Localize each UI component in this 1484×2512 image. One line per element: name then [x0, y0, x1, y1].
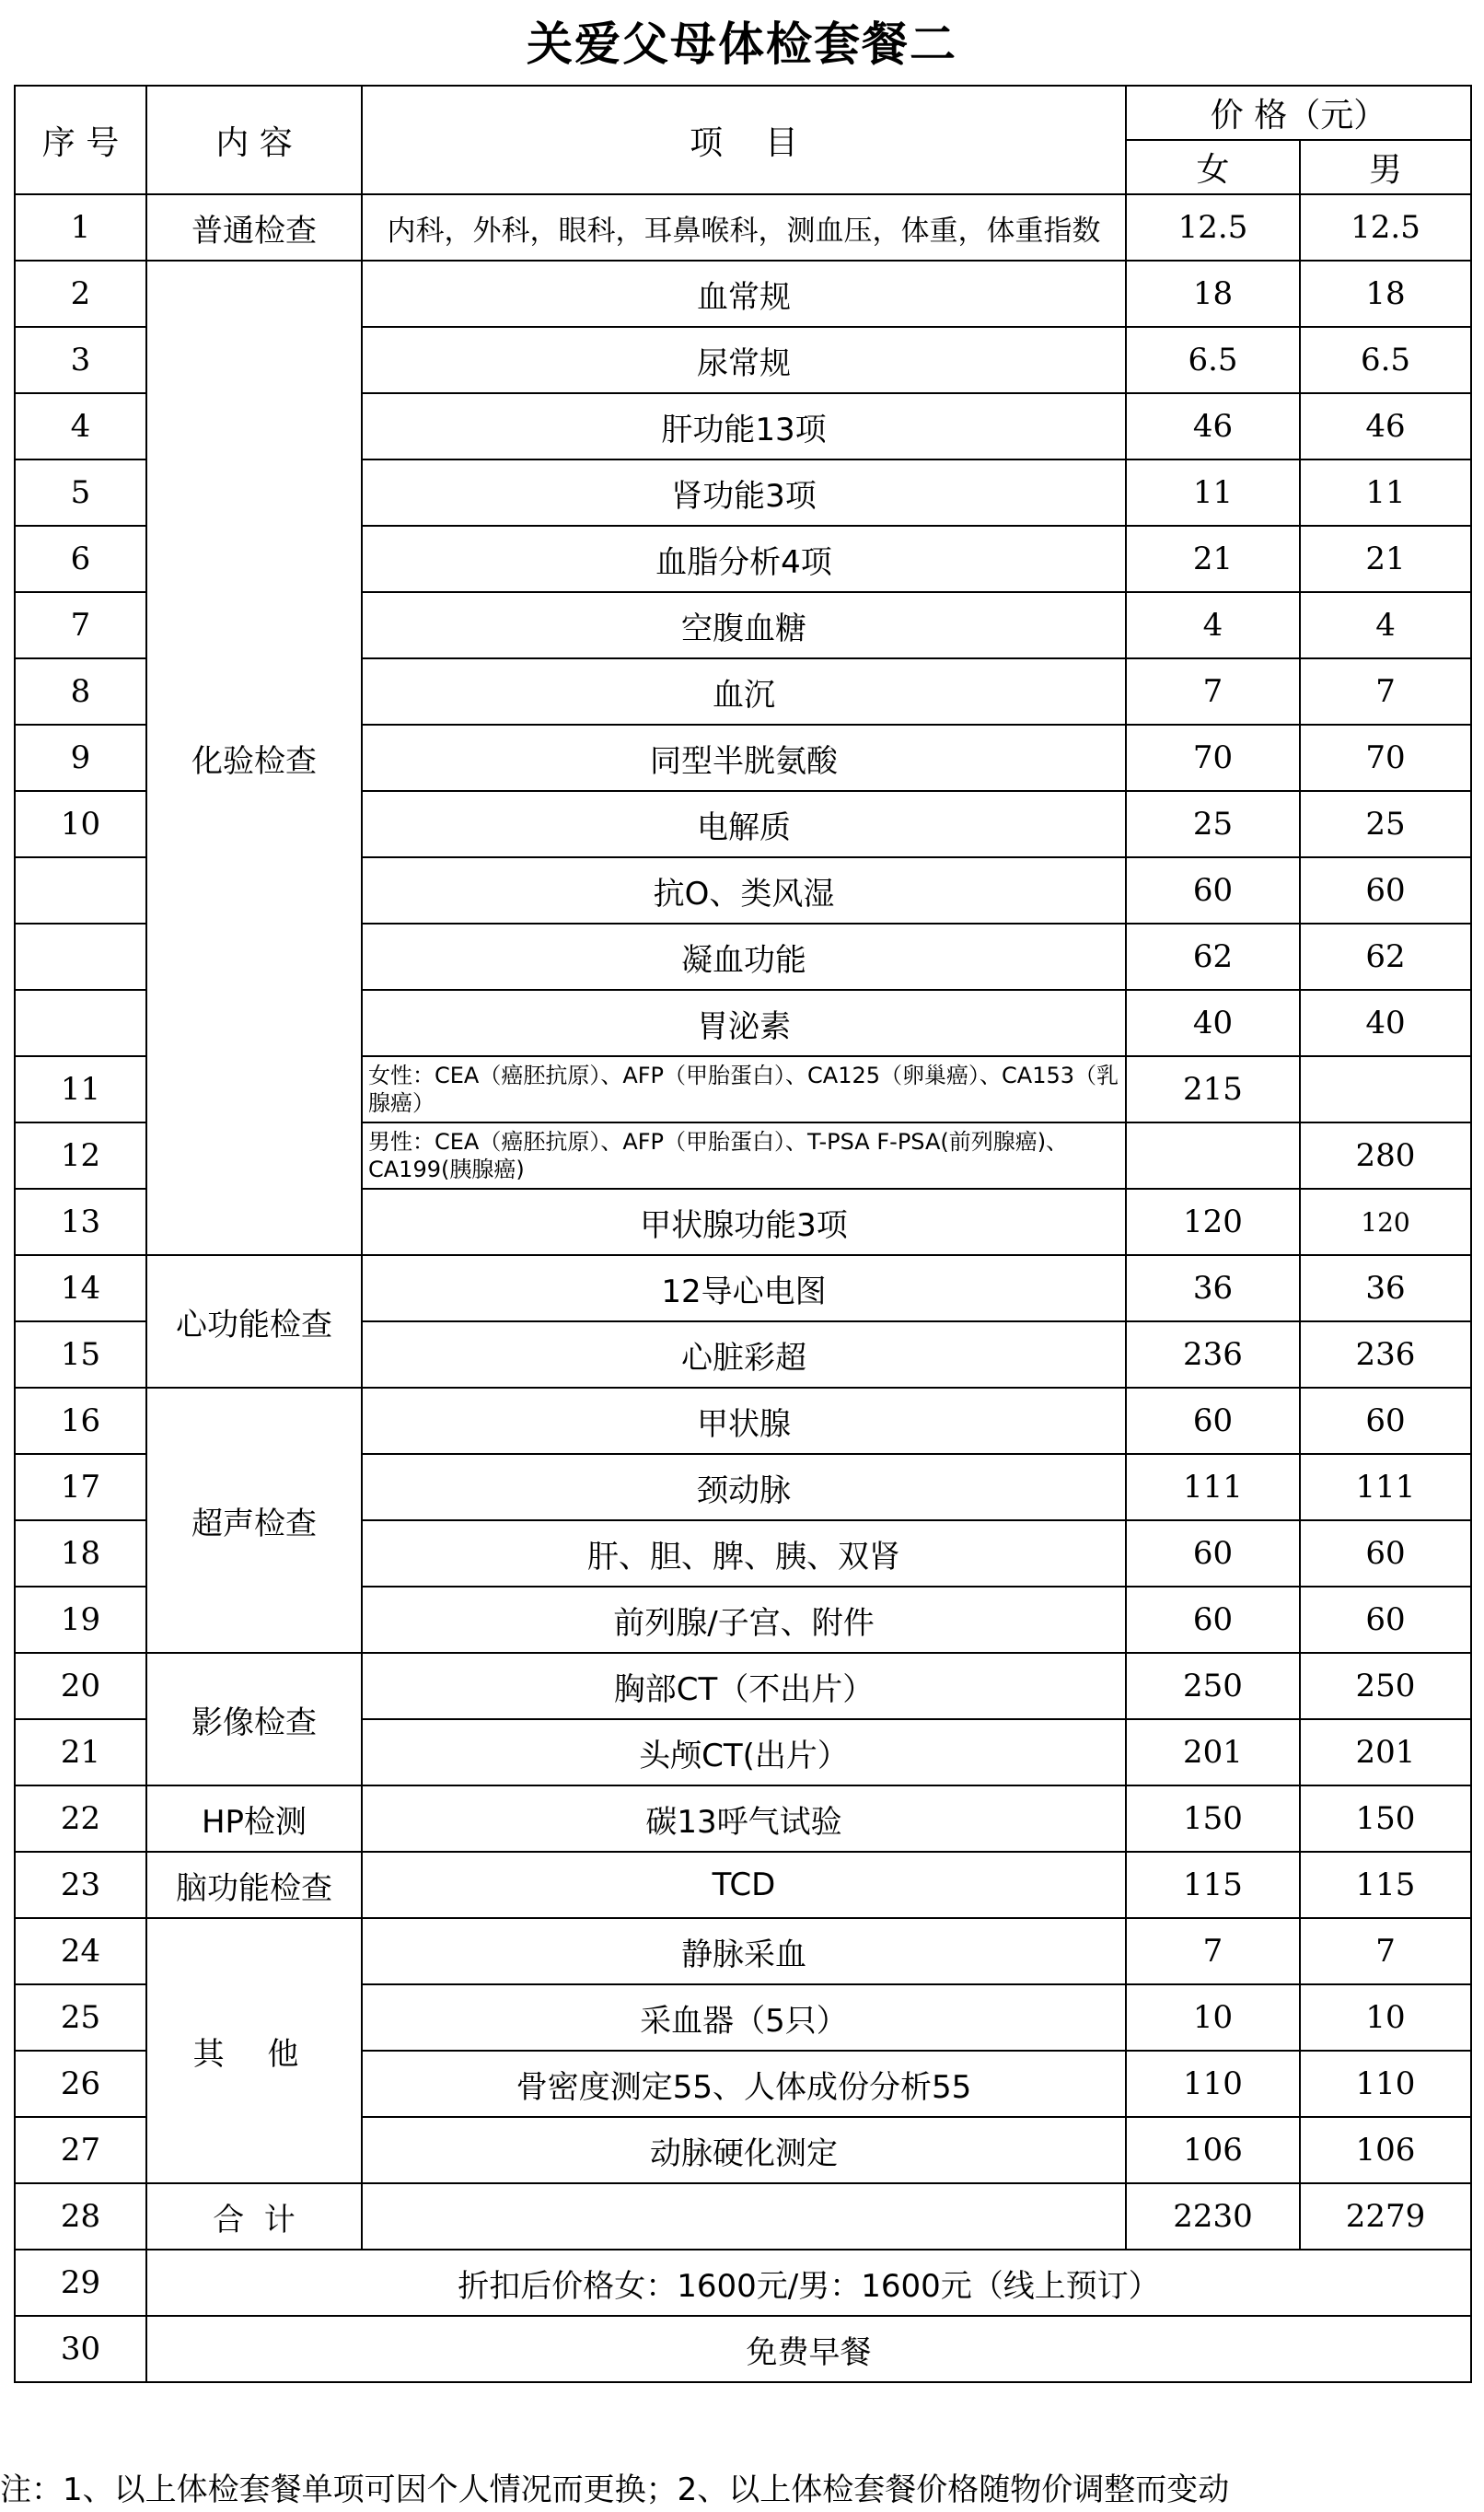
- category-cardiac: 心功能检查: [146, 1255, 362, 1388]
- category-total: 合 计: [146, 2183, 362, 2250]
- row-item: 尿常规: [362, 327, 1126, 393]
- row-price-male: 120: [1300, 1189, 1471, 1255]
- header-male: 男: [1300, 140, 1471, 194]
- row-price-female: [1126, 1122, 1300, 1189]
- row-price-female: 6.5: [1126, 327, 1300, 393]
- row-seq: 24: [15, 1918, 146, 1984]
- row-item: 电解质: [362, 791, 1126, 857]
- row-item: 血沉: [362, 658, 1126, 725]
- row-seq: 17: [15, 1454, 146, 1520]
- row-price-male: 115: [1300, 1852, 1471, 1918]
- total-price-female: 2230: [1126, 2183, 1300, 2250]
- row-item: 胃泌素: [362, 990, 1126, 1056]
- row-item: 静脉采血: [362, 1918, 1126, 1984]
- row-item: 血常规: [362, 261, 1126, 327]
- row-seq: [15, 857, 146, 924]
- category-lab: 化验检查: [146, 261, 362, 1255]
- row-price-male: 150: [1300, 1785, 1471, 1852]
- row-item: 空腹血糖: [362, 592, 1126, 658]
- row-price-male: 60: [1300, 1587, 1471, 1653]
- row-seq: 4: [15, 393, 146, 459]
- table-row: [15, 261, 1471, 327]
- row-price-female: 120: [1126, 1189, 1300, 1255]
- row-seq: 9: [15, 725, 146, 791]
- row-item: 骨密度测定55、人体成份分析55: [362, 2051, 1126, 2117]
- row-price-male: 70: [1300, 725, 1471, 791]
- row-price-female: 60: [1126, 1520, 1300, 1587]
- row-price-male: 36: [1300, 1255, 1471, 1321]
- row-price-male: 110: [1300, 2051, 1471, 2117]
- row-price-male: 12.5: [1300, 194, 1471, 261]
- row-price-female: 150: [1126, 1785, 1300, 1852]
- row-seq: 18: [15, 1520, 146, 1587]
- row-price-female: 7: [1126, 1918, 1300, 1984]
- row-price-female: 60: [1126, 1388, 1300, 1454]
- row-price-male: 236: [1300, 1321, 1471, 1388]
- row-price-female: 201: [1126, 1719, 1300, 1785]
- row-price-male: 62: [1300, 924, 1471, 990]
- row-seq: 19: [15, 1587, 146, 1653]
- row-price-male: 250: [1300, 1653, 1471, 1719]
- row-price-male: 60: [1300, 1520, 1471, 1587]
- row-price-female: 62: [1126, 924, 1300, 990]
- row-seq: 21: [15, 1719, 146, 1785]
- row-price-male: 4: [1300, 592, 1471, 658]
- row-item: 血脂分析4项: [362, 526, 1126, 592]
- row-price-female: 250: [1126, 1653, 1300, 1719]
- row-price-male: 46: [1300, 393, 1471, 459]
- row-price-female: 110: [1126, 2051, 1300, 2117]
- row-seq: 10: [15, 791, 146, 857]
- row-seq: 5: [15, 459, 146, 526]
- row-price-female: 70: [1126, 725, 1300, 791]
- row-item: TCD: [362, 1852, 1126, 1918]
- checkup-price-table: [14, 85, 1472, 2383]
- row-seq: [15, 924, 146, 990]
- table-row: [15, 1852, 1471, 1918]
- table-row: [15, 194, 1471, 261]
- row-price-female: 106: [1126, 2117, 1300, 2183]
- row-price-male: 25: [1300, 791, 1471, 857]
- row-seq: 16: [15, 1388, 146, 1454]
- row-price-male: 280: [1300, 1122, 1471, 1189]
- row-item: 抗O、类风湿: [362, 857, 1126, 924]
- row-seq: 12: [15, 1122, 146, 1189]
- row-seq: 1: [15, 194, 146, 261]
- row-price-female: 12.5: [1126, 194, 1300, 261]
- row-seq: 22: [15, 1785, 146, 1852]
- row-item: 肾功能3项: [362, 459, 1126, 526]
- discount-row: [15, 2250, 1471, 2316]
- row-seq: 14: [15, 1255, 146, 1321]
- row-price-female: 11: [1126, 459, 1300, 526]
- category-ultrasound: 超声检查: [146, 1388, 362, 1653]
- category-other: 其 他: [146, 1918, 362, 2183]
- row-price-male: 10: [1300, 1984, 1471, 2051]
- row-price-male: 18: [1300, 261, 1471, 327]
- table-row: [15, 1255, 1471, 1321]
- category-brain: 脑功能检查: [146, 1852, 362, 1918]
- row-item: 女性：CEA（癌胚抗原）、AFP（甲胎蛋白）、CA125（卵巢癌）、CA153（乳腺癌）: [362, 1056, 1126, 1122]
- row-price-female: 10: [1126, 1984, 1300, 2051]
- row-price-male: 60: [1300, 1388, 1471, 1454]
- row-item: 颈动脉: [362, 1454, 1126, 1520]
- row-price-female: 115: [1126, 1852, 1300, 1918]
- row-seq: 8: [15, 658, 146, 725]
- table-row: [15, 1785, 1471, 1852]
- row-item: 凝血功能: [362, 924, 1126, 990]
- row-price-male: 7: [1300, 1918, 1471, 1984]
- table-row: [15, 1918, 1471, 1984]
- row-seq: 28: [15, 2183, 146, 2250]
- table-row: [15, 1653, 1471, 1719]
- row-price-female: 111: [1126, 1454, 1300, 1520]
- row-price-male: 7: [1300, 658, 1471, 725]
- header-price: 价 格（元）: [1126, 86, 1471, 140]
- row-seq: 11: [15, 1056, 146, 1122]
- row-price-male: [1300, 1056, 1471, 1122]
- footnote: 注：1、以上体检套餐单项可因个人情况而更换；2、以上体检套餐价格随物价调整而变动: [0, 2471, 1230, 2508]
- row-price-female: 36: [1126, 1255, 1300, 1321]
- row-price-female: 60: [1126, 1587, 1300, 1653]
- row-price-male: 6.5: [1300, 327, 1471, 393]
- row-item: 动脉硬化测定: [362, 2117, 1126, 2183]
- table-header-row: [15, 86, 1471, 140]
- total-row: [15, 2183, 1471, 2250]
- row-item: 肝、胆、脾、胰、双肾: [362, 1520, 1126, 1587]
- category-imaging: 影像检查: [146, 1653, 362, 1785]
- row-price-male: 106: [1300, 2117, 1471, 2183]
- row-seq: [15, 990, 146, 1056]
- row-seq: 25: [15, 1984, 146, 2051]
- row-item: 甲状腺: [362, 1388, 1126, 1454]
- row-price-male: 11: [1300, 459, 1471, 526]
- row-seq: 26: [15, 2051, 146, 2117]
- row-item: 胸部CT（不出片）: [362, 1653, 1126, 1719]
- row-price-female: 21: [1126, 526, 1300, 592]
- row-item: [362, 2183, 1126, 2250]
- table-row: [15, 1388, 1471, 1454]
- row-seq: 3: [15, 327, 146, 393]
- row-seq: 13: [15, 1189, 146, 1255]
- category-general: 普通检查: [146, 194, 362, 261]
- row-seq: 23: [15, 1852, 146, 1918]
- row-item: 12导心电图: [362, 1255, 1126, 1321]
- row-seq: 20: [15, 1653, 146, 1719]
- row-item: 男性：CEA（癌胚抗原）、AFP（甲胎蛋白）、T-PSA F-PSA(前列腺癌)、CA199(胰腺癌): [362, 1122, 1126, 1189]
- row-item: 心脏彩超: [362, 1321, 1126, 1388]
- row-item: 同型半胱氨酸: [362, 725, 1126, 791]
- row-price-female: 18: [1126, 261, 1300, 327]
- row-price-male: 111: [1300, 1454, 1471, 1520]
- row-seq: 15: [15, 1321, 146, 1388]
- header-content: 内 容: [146, 86, 362, 194]
- row-seq: 30: [15, 2316, 146, 2382]
- total-price-male: 2279: [1300, 2183, 1471, 2250]
- header-female: 女: [1126, 140, 1300, 194]
- row-item: 甲状腺功能3项: [362, 1189, 1126, 1255]
- row-item: 肝功能13项: [362, 393, 1126, 459]
- row-price-female: 40: [1126, 990, 1300, 1056]
- row-price-female: 236: [1126, 1321, 1300, 1388]
- row-item: 头颅CT(出片）: [362, 1719, 1126, 1785]
- row-price-female: 25: [1126, 791, 1300, 857]
- row-item: 前列腺/子宫、附件: [362, 1587, 1126, 1653]
- row-seq: 6: [15, 526, 146, 592]
- row-price-female: 7: [1126, 658, 1300, 725]
- row-seq: 29: [15, 2250, 146, 2316]
- header-items: 项 目: [362, 86, 1126, 194]
- row-item: 碳13呼气试验: [362, 1785, 1126, 1852]
- discount-price-text: 折扣后价格女：1600元/男：1600元（线上预订）: [146, 2250, 1471, 2316]
- row-seq: 7: [15, 592, 146, 658]
- row-seq: 2: [15, 261, 146, 327]
- row-price-female: 60: [1126, 857, 1300, 924]
- row-seq: 27: [15, 2117, 146, 2183]
- row-price-male: 60: [1300, 857, 1471, 924]
- row-price-male: 40: [1300, 990, 1471, 1056]
- row-item: 内科，外科，眼科，耳鼻喉科，测血压，体重，体重指数: [362, 194, 1126, 261]
- page-title: 关爱父母体检套餐二: [527, 17, 957, 71]
- row-price-male: 21: [1300, 526, 1471, 592]
- header-seq: 序 号: [15, 86, 146, 194]
- breakfast-row: [15, 2316, 1471, 2382]
- row-price-female: 46: [1126, 393, 1300, 459]
- free-breakfast-text: 免费早餐: [146, 2316, 1471, 2382]
- row-price-female: 215: [1126, 1056, 1300, 1122]
- row-price-male: 201: [1300, 1719, 1471, 1785]
- row-item: 采血器（5只）: [362, 1984, 1126, 2051]
- row-price-female: 4: [1126, 592, 1300, 658]
- category-hp: HP检测: [146, 1785, 362, 1852]
